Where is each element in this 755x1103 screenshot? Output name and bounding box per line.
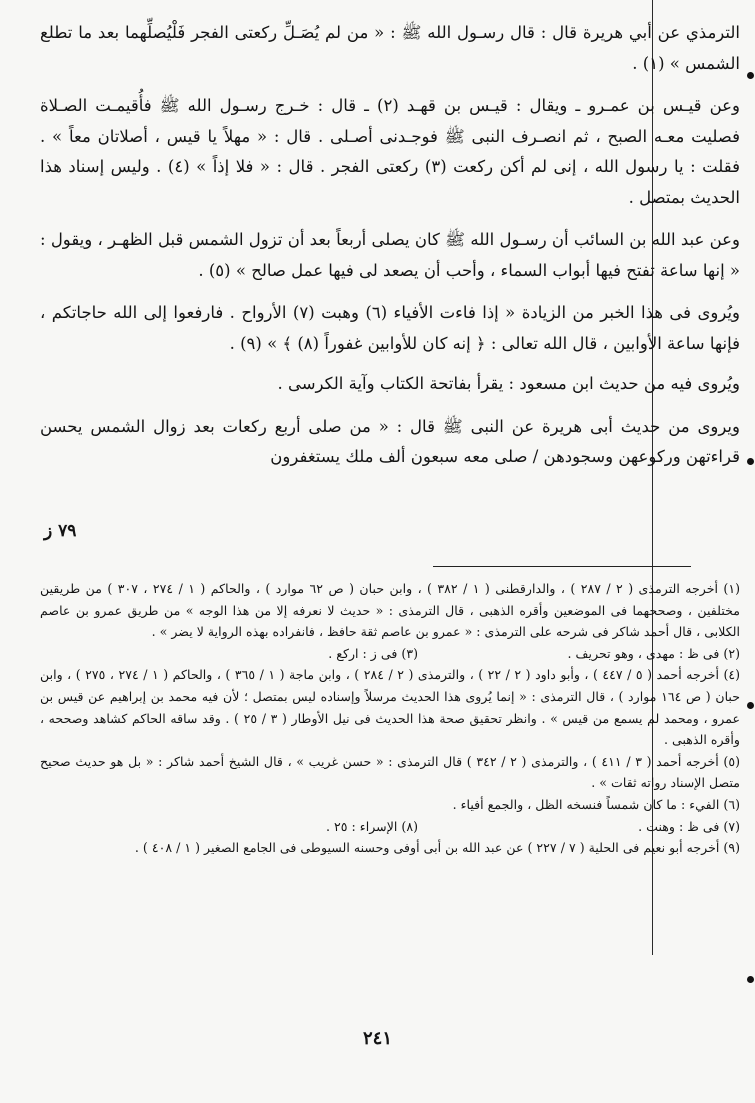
- binding-hole: [747, 702, 754, 709]
- paragraph: ويُروى فيه من حديث ابن مسعود : يقرأ بفاتحة الكتاب وآية الكرسى .: [277, 374, 740, 393]
- footnote: (٩) أخرجه أبو نعيم فى الحلية ( ٧ / ٢٢٧ ) عن عبد الله بن أبى أوفى وحسنه السيوطى فى الجامع الصغير ( ١ / ٤٠٨ ) .: [134, 840, 740, 856]
- paragraph: الترمذي عن أبي هريرة قال : قال رسـول الله ﷺ : « من لم يُصَـلِّ ركعتى الفجر فَلْيُصلِّهما بعد ما تطلع الشمس » (١) .: [40, 23, 740, 73]
- footnote-separator: [433, 566, 691, 567]
- footnote: (٥) أخرجه أحمد ( ٣ / ٤١١ ) ، والترمذى ( ٢ / ٣٤٢ ) قال الترمذى : « حسن غريب » ، قال الشيخ أحمد شاكر : « بل هو حديث صحيح متصل الإسناد رواته ثقات » .: [40, 753, 741, 791]
- footnote: (٧) فى ظ : وهنت .: [638, 818, 740, 834]
- paragraph: ويروى من حديث أبى هريرة عن النبى ﷺ قال : « من صلى أربع ركعات بعد زوال الشمس يحسن قراءتهن وركوعهن وسجودهن / صلى معه سبعون ألف ملك يستغفرون: [40, 416, 740, 466]
- footnote: (٨) الإسراء : ٢٥ .: [325, 818, 418, 834]
- manuscript-folio-note: ٧٩ ز: [44, 521, 77, 541]
- page-number: ٢٤١: [362, 1028, 392, 1049]
- paragraph: ويُروى فى هذا الخبر من الزيادة « إذا فاءت الأفياء (٦) وهبت (٧) الأرواح . فارفعوا إلى الله حاجاتكم ، فإنها ساعة الأوابين ، قال الله تعالى : ﴿ إنه كان للأوابين غفوراً (٨) ﴾ » (٩) .: [40, 303, 741, 353]
- footnote: (١) أخرجه الترمذى ( ٢ / ٢٨٧ ) ، والدارقطنى ( ١ / ٣٨٢ ) ، وابن حبان ( ص ٦٢ موارد ) ، والحاكم ( ١ / ٢٧٤ ، ٣٠٧ ) من طريقين مختلفين ، وصححهما فى الموضعين وأقره الذهبى ، قال الترمذى : « حديث لا نعرفه إلا من هذا الوجه » من طريق عمرو بن عاصم الكلابى ، قال أحمد شاكر فى شرحه على الترمذى : « عمرو بن عاصم ثقة حافظ ، فانفراده بهذه الرواية لا يضر » .: [40, 581, 741, 640]
- paragraph: وعن عبد الله بن السائب أن رسـول الله ﷺ كان يصلى أربعاً بعد أن تزول الشمس قبل الظهـر ، ويقول : « إنها ساعة تفتح فيها أبواب السماء ، وأحب أن يصعد لى فيها عمل صالح » (٥) .: [40, 230, 740, 280]
- footnote: (٢) فى ظ : مهدى ، وهو تحريف .: [567, 645, 740, 661]
- main-text: [40, 18, 740, 485]
- footnote: (٣) فى ز : اركع .: [328, 645, 418, 661]
- binding-hole: [747, 458, 754, 465]
- footnotes: [40, 578, 740, 859]
- paragraph: وعن قيـس بن عمـرو ـ ويقال : قيـس بن قهـد (٢) ـ قال : خـرج رسـول الله ﷺ فأُقيمـت الصـلاة فصليت معـه الصبح ، ثم انصـرف النبى ﷺ فوجـدنى أصـلى . قال : « مهلاً يا قيس ، أصلاتان معاً » . فقلت : يا رسول الله ، إنى لم أكن ركعت (٣) ركعتى الفجر . قال : « فلا إذاً » (٤) . وليس إسناد هذا الحديث بمتصل .: [40, 96, 741, 207]
- binding-hole: [747, 976, 754, 983]
- footnote-row: [40, 816, 740, 838]
- binding-hole: [747, 72, 754, 79]
- footnote: (٤) أخرجه أحمد ( ٥ / ٤٤٧ ) ، وأبو داود ( ٢ / ٢٢ ) ، والترمذى ( ٢ / ٢٨٤ ) ، وابن ماجة ( ١ / ٣٦٥ ) ، والحاكم ( ١ / ٢٧٤ ، ٢٧٥ ) ، وابن حبان ( ص ١٦٤ موارد ) ، قال الترمذى : « إنما يُروى هذا الحديث مرسلاً وإسناده ليس بمتصل ؛ لأن فيه محمد بن إبراهيم عن قيس بن عمرو ، ومحمد لم يسمع من قيس » . وانظر تحقيق صحة هذا الحديث فى نيل الأوطار ( ٣ / ٢٥ ) . وقد ساقه الحاكم كشاهد وصححه ، وأقره الذهبى .: [40, 667, 741, 748]
- footnote-row: [40, 643, 740, 665]
- footnote: (٦) الفيء : ما كان شمساً فنسخه الظل ، والجمع أفياء .: [452, 796, 740, 812]
